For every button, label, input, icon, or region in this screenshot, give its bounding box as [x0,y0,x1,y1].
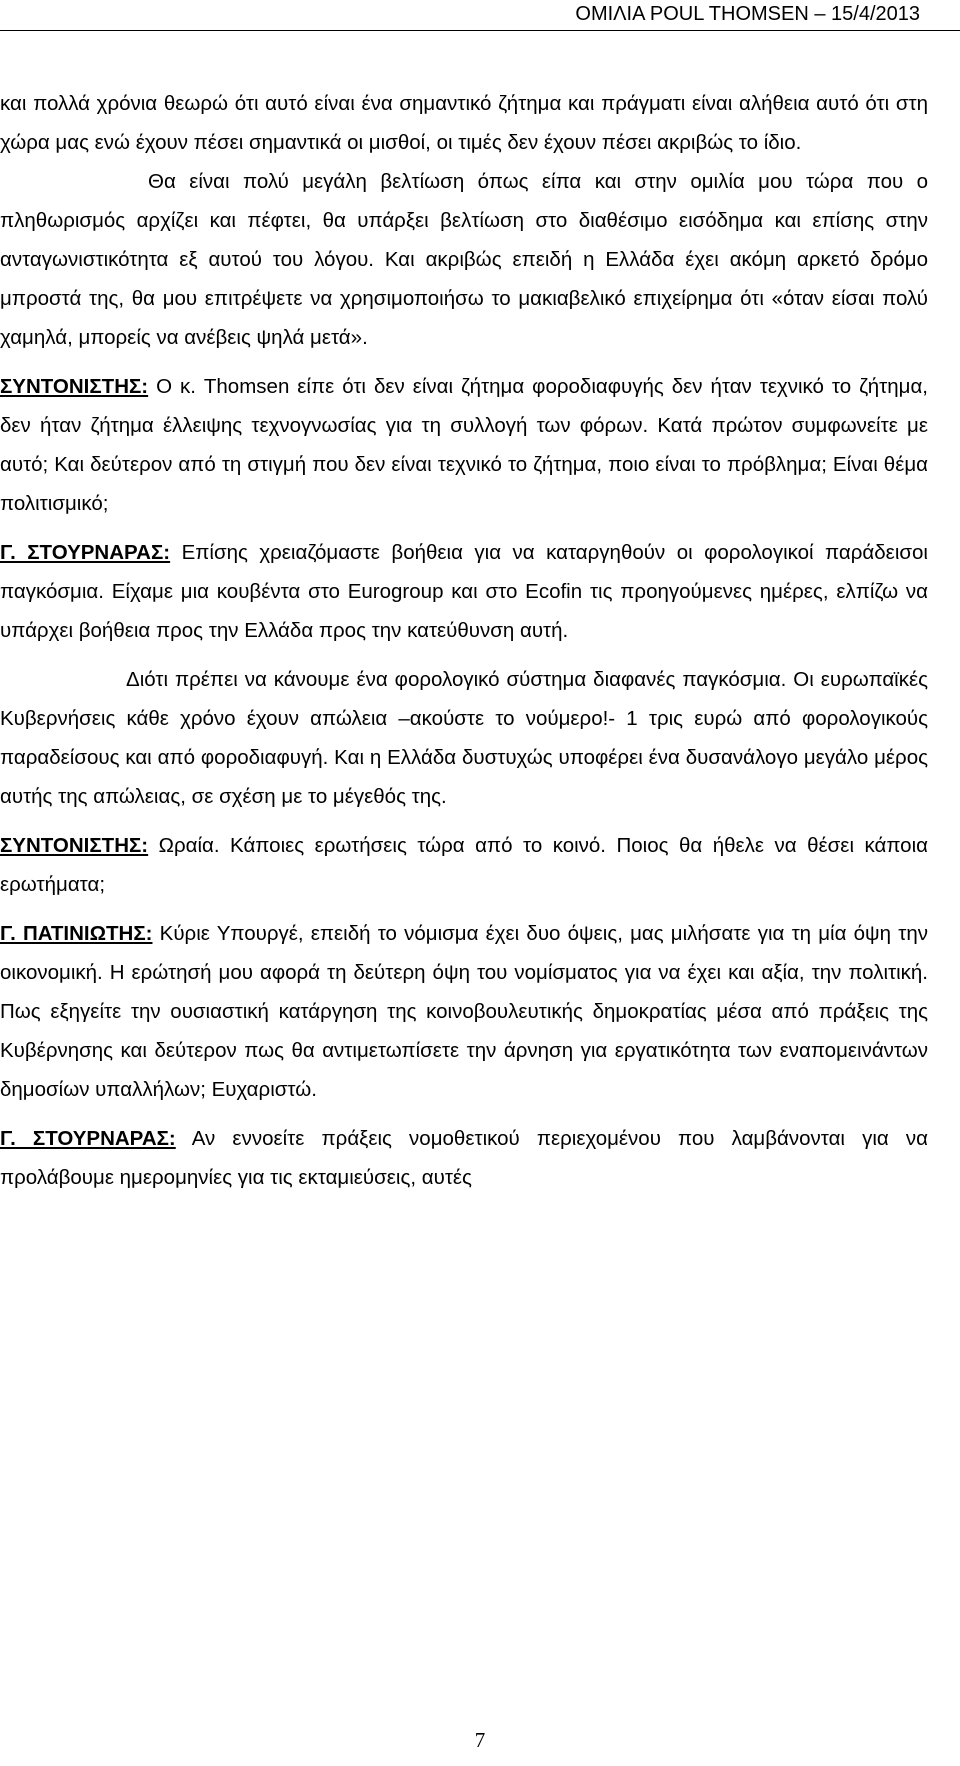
speaker-label: Γ. ΠΑΤΙΝΙΩΤΗΣ: [0,922,153,945]
page-number: 7 [474,1728,486,1752]
page-header [0,2,960,26]
header-rule [0,30,960,31]
speaker-label: Γ. ΣΤΟΥΡΝΑΡΑΣ: [0,1127,176,1150]
paragraph-text: Διότι πρέπει να κάνουμε ένα φορολογικό σύστημα διαφανές παγκόσμια. Οι ευρωπαϊκές Κυβερνήσεις κάθε χρόνο έχουν απώλεια –ακούστε το νούμερο!- 1 τρις ευρώ από φορολογικούς παραδείσους και από φοροδιαφυγή. Και η Ελλάδα δυστυχώς υποφέρει ένα δυσανάλογο μεγάλο μέρος αυτής της απώλειας, σε σχέση με το μέγεθός της. [0,668,928,808]
paragraph [0,367,928,523]
speaker-label: ΣΥΝΤΟΝΙΣΤΗΣ: [0,375,149,398]
paragraph-text: Ωραία. Κάποιες ερωτήσεις τώρα από το κοινό. Ποιος θα ήθελε να θέσει κάποια ερωτήματα; [0,834,928,896]
paragraph [0,162,928,357]
paragraph [0,533,928,650]
paragraph [0,1119,928,1197]
paragraph [0,826,928,904]
paragraph-text: Αν εννοείτε πράξεις νομοθετικού περιεχομένου που λαμβάνονται για να προλάβουμε ημερομηνίες για τις εκταμιεύσεις, αυτές [0,1127,928,1189]
header-title: ΟΜΙΛΙΑ POUL THOMSEN – 15/4/2013 [575,3,920,25]
speaker-label: ΣΥΝΤΟΝΙΣΤΗΣ: [0,834,149,857]
paragraph-text: και πολλά χρόνια θεωρώ ότι αυτό είναι ένα σημαντικό ζήτημα και πράγματι είναι αλήθεια αυτό ότι στη χώρα μας ενώ έχουν πέσει σημαντικά οι μισθοί, οι τιμές δεν έχουν πέσει ακριβώς το ίδιο. [0,92,928,154]
paragraph-text: Θα είναι πολύ μεγάλη βελτίωση όπως είπα και στην ομιλία μου τώρα που ο πληθωρισμός αρχίζει και πέφτει, θα υπάρξει βελτίωση στο διαθέσιμο εισόδημα και επίσης στην ανταγωνιστικότητα εξ αυτού του λόγου. Και ακριβώς επειδή η Ελλάδα έχει ακόμη αρκετό δρόμο μπροστά της, θα μου επιτρέψετε να χρησιμοποιήσω το μακιαβελικό επιχείρημα ότι «όταν είσαι πολύ χαμηλά, μπορείς να ανέβεις ψηλά μετά». [0,170,928,349]
paragraph [0,84,928,162]
document-body [0,84,928,1207]
paragraph [0,660,928,816]
paragraph [0,914,928,1109]
speaker-label: Γ. ΣΤΟΥΡΝΑΡΑΣ: [0,541,171,564]
paragraph-text: Κύριε Υπουργέ, επειδή το νόμισμα έχει δυο όψεις, μας μιλήσατε για τη μία όψη την οικονομική. Η ερώτησή μου αφορά τη δεύτερη όψη του νομίσματος για να έχει και αξία, την πολιτική. Πως εξηγείτε την ουσιαστική κατάργηση της κοινοβουλευτικής δημοκρατίας μέσα από πράξεις της Κυβέρνησης και δεύτερον πως θα αντιμετωπίσετε την άρνηση για εργατικότητα των εναπομεινάντων δημοσίων υπαλλήλων; Ευχαριστώ. [0,922,928,1101]
paragraph-text: Επίσης χρειαζόμαστε βοήθεια για να καταργηθούν οι φορολογικοί παράδεισοι παγκόσμια. Είχαμε μια κουβέντα στο Eurogroup και στο Ecofin τις προηγούμενες ημέρες, ελπίζω να υπάρχει βοήθεια προς την Ελλάδα προς την κατεύθυνση αυτή. [0,541,928,642]
paragraph-text: Ο κ. Thomsen είπε ότι δεν είναι ζήτημα φοροδιαφυγής δεν ήταν τεχνικό το ζήτημα, δεν ήταν ζήτημα έλλειψης τεχνογνωσίας για τη συλλογή των φόρων. Κατά πρώτον συμφωνείτε με αυτό; Και δεύτερον από τη στιγμή που δεν είναι τεχνικό το ζήτημα, ποιο είναι το πρόβλημα; Είναι θέμα πολιτισμικό; [0,375,928,515]
